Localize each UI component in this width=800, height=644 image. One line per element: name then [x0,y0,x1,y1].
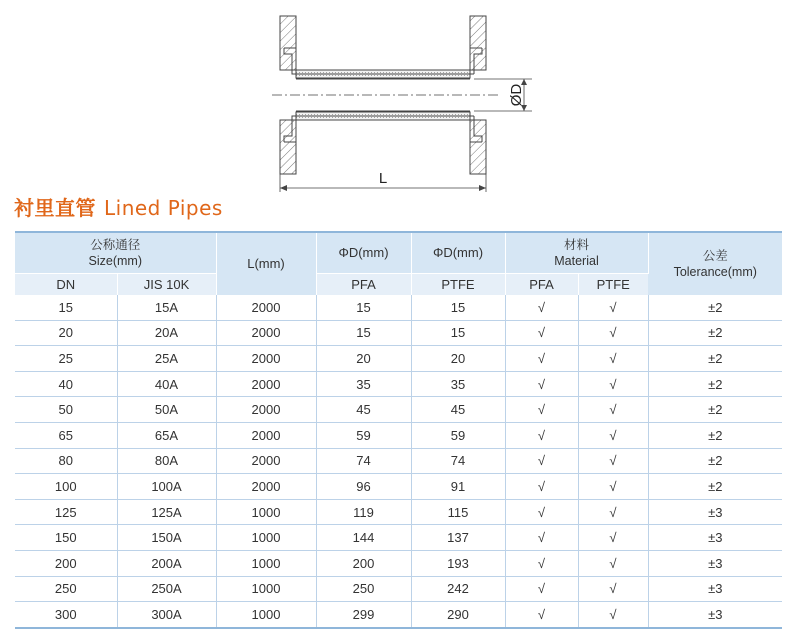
cell-ptfe: 59 [411,422,505,448]
cell-ptfe: 91 [411,474,505,500]
cell-m-pfa: √ [505,550,578,576]
cell-dn: 15 [15,295,117,320]
cell-ptfe: 74 [411,448,505,474]
cell-m-pfa: √ [505,295,578,320]
table-row [15,320,782,346]
cell-l: 2000 [216,295,316,320]
cell-m-pfa: √ [505,371,578,397]
table-row [15,346,782,372]
cell-tol: ±3 [648,602,782,628]
cell-ptfe: 115 [411,499,505,525]
cell-dn: 200 [15,550,117,576]
table-row [15,422,782,448]
cell-pfa: 96 [316,474,411,500]
table-row [15,499,782,525]
material-header: 材料 Material [505,232,648,274]
cell-ptfe: 137 [411,525,505,551]
length-dimension [280,170,486,192]
cell-ptfe: 20 [411,346,505,372]
cell-jis: 65A [117,422,216,448]
cell-dn: 300 [15,602,117,628]
cell-m-ptfe: √ [578,602,648,628]
cell-tol: ±2 [648,474,782,500]
cell-jis: 200A [117,550,216,576]
cell-l: 1000 [216,576,316,602]
cell-ptfe: 35 [411,371,505,397]
material-pfa-subheader: PFA [505,274,578,296]
cell-pfa: 119 [316,499,411,525]
cell-m-pfa: √ [505,320,578,346]
cell-pfa: 250 [316,576,411,602]
pfa-subheader: PFA [316,274,411,296]
length-label: L [378,170,388,187]
cell-tol: ±3 [648,525,782,551]
cell-l: 2000 [216,346,316,372]
cell-jis: 25A [117,346,216,372]
cell-pfa: 144 [316,525,411,551]
cell-pfa: 45 [316,397,411,423]
table-body [15,295,782,628]
cell-l: 2000 [216,320,316,346]
cell-jis: 150A [117,525,216,551]
lined-pipe-spec-table [15,231,782,629]
cell-dn: 100 [15,474,117,500]
table-row [15,295,782,320]
cell-m-pfa: √ [505,576,578,602]
cell-jis: 300A [117,602,216,628]
cell-tol: ±2 [648,346,782,372]
cell-l: 2000 [216,474,316,500]
jis-header: JIS 10K [117,274,216,296]
table-row [15,525,782,551]
table-row [15,448,782,474]
cell-m-ptfe: √ [578,576,648,602]
cell-l: 1000 [216,550,316,576]
table-row [15,371,782,397]
title-cn: 衬里直管 [14,196,96,220]
table-row [15,397,782,423]
cell-pfa: 200 [316,550,411,576]
cell-m-ptfe: √ [578,448,648,474]
cell-m-ptfe: √ [578,295,648,320]
cell-l: 2000 [216,397,316,423]
cell-l: 1000 [216,525,316,551]
cell-dn: 20 [15,320,117,346]
cell-pfa: 74 [316,448,411,474]
cell-tol: ±2 [648,295,782,320]
cell-m-ptfe: √ [578,499,648,525]
section-title [14,192,223,221]
cell-dn: 50 [15,397,117,423]
cell-tol: ±2 [648,320,782,346]
cell-m-pfa: √ [505,397,578,423]
pipe-body [272,48,498,142]
cell-dn: 40 [15,371,117,397]
cell-dn: 80 [15,448,117,474]
cell-jis: 15A [117,295,216,320]
cell-pfa: 35 [316,371,411,397]
cell-m-ptfe: √ [578,422,648,448]
cell-m-pfa: √ [505,346,578,372]
cell-tol: ±2 [648,397,782,423]
cell-l: 1000 [216,602,316,628]
pfa-od-header: ΦD(mm) [316,232,411,274]
cell-tol: ±3 [648,550,782,576]
cell-jis: 100A [117,474,216,500]
cell-l: 2000 [216,371,316,397]
cell-l: 2000 [216,422,316,448]
table-row [15,602,782,628]
table-row [15,474,782,500]
cell-jis: 125A [117,499,216,525]
cell-m-ptfe: √ [578,474,648,500]
cell-tol: ±3 [648,499,782,525]
cell-ptfe: 15 [411,295,505,320]
cell-pfa: 15 [316,320,411,346]
cell-m-pfa: √ [505,499,578,525]
cell-m-ptfe: √ [578,550,648,576]
cell-pfa: 299 [316,602,411,628]
cell-tol: ±3 [648,576,782,602]
dn-header: DN [15,274,117,296]
cell-tol: ±2 [648,422,782,448]
cell-m-pfa: √ [505,525,578,551]
cell-ptfe: 45 [411,397,505,423]
diameter-dimension [474,79,532,111]
cell-dn: 250 [15,576,117,602]
table-row [15,576,782,602]
diameter-label: ØD [507,83,525,107]
cell-dn: 65 [15,422,117,448]
lined-pipe-drawing [262,8,542,198]
ptfe-od-header: ΦD(mm) [411,232,505,274]
cell-tol: ±2 [648,448,782,474]
material-ptfe-subheader: PTFE [578,274,648,296]
cell-pfa: 20 [316,346,411,372]
title-en: Lined Pipes [104,196,223,220]
table-row [15,550,782,576]
length-header: L(mm) [216,232,316,295]
cell-tol: ±2 [648,371,782,397]
cell-pfa: 59 [316,422,411,448]
cell-dn: 125 [15,499,117,525]
cell-l: 1000 [216,499,316,525]
cell-m-ptfe: √ [578,320,648,346]
tolerance-header: 公差 Tolerance(mm) [648,232,782,295]
cell-dn: 25 [15,346,117,372]
cell-pfa: 15 [316,295,411,320]
cell-m-pfa: √ [505,474,578,500]
cell-jis: 20A [117,320,216,346]
size-header: 公称通径 Size(mm) [15,232,216,274]
cell-ptfe: 193 [411,550,505,576]
cell-m-ptfe: √ [578,525,648,551]
cell-m-pfa: √ [505,602,578,628]
cell-m-pfa: √ [505,422,578,448]
cell-ptfe: 290 [411,602,505,628]
cell-m-ptfe: √ [578,397,648,423]
cell-jis: 80A [117,448,216,474]
cell-m-ptfe: √ [578,346,648,372]
cell-jis: 40A [117,371,216,397]
cell-m-pfa: √ [505,448,578,474]
cell-ptfe: 15 [411,320,505,346]
cell-jis: 50A [117,397,216,423]
cell-dn: 150 [15,525,117,551]
cell-m-ptfe: √ [578,371,648,397]
cell-ptfe: 242 [411,576,505,602]
cell-jis: 250A [117,576,216,602]
cell-l: 2000 [216,448,316,474]
ptfe-subheader: PTFE [411,274,505,296]
